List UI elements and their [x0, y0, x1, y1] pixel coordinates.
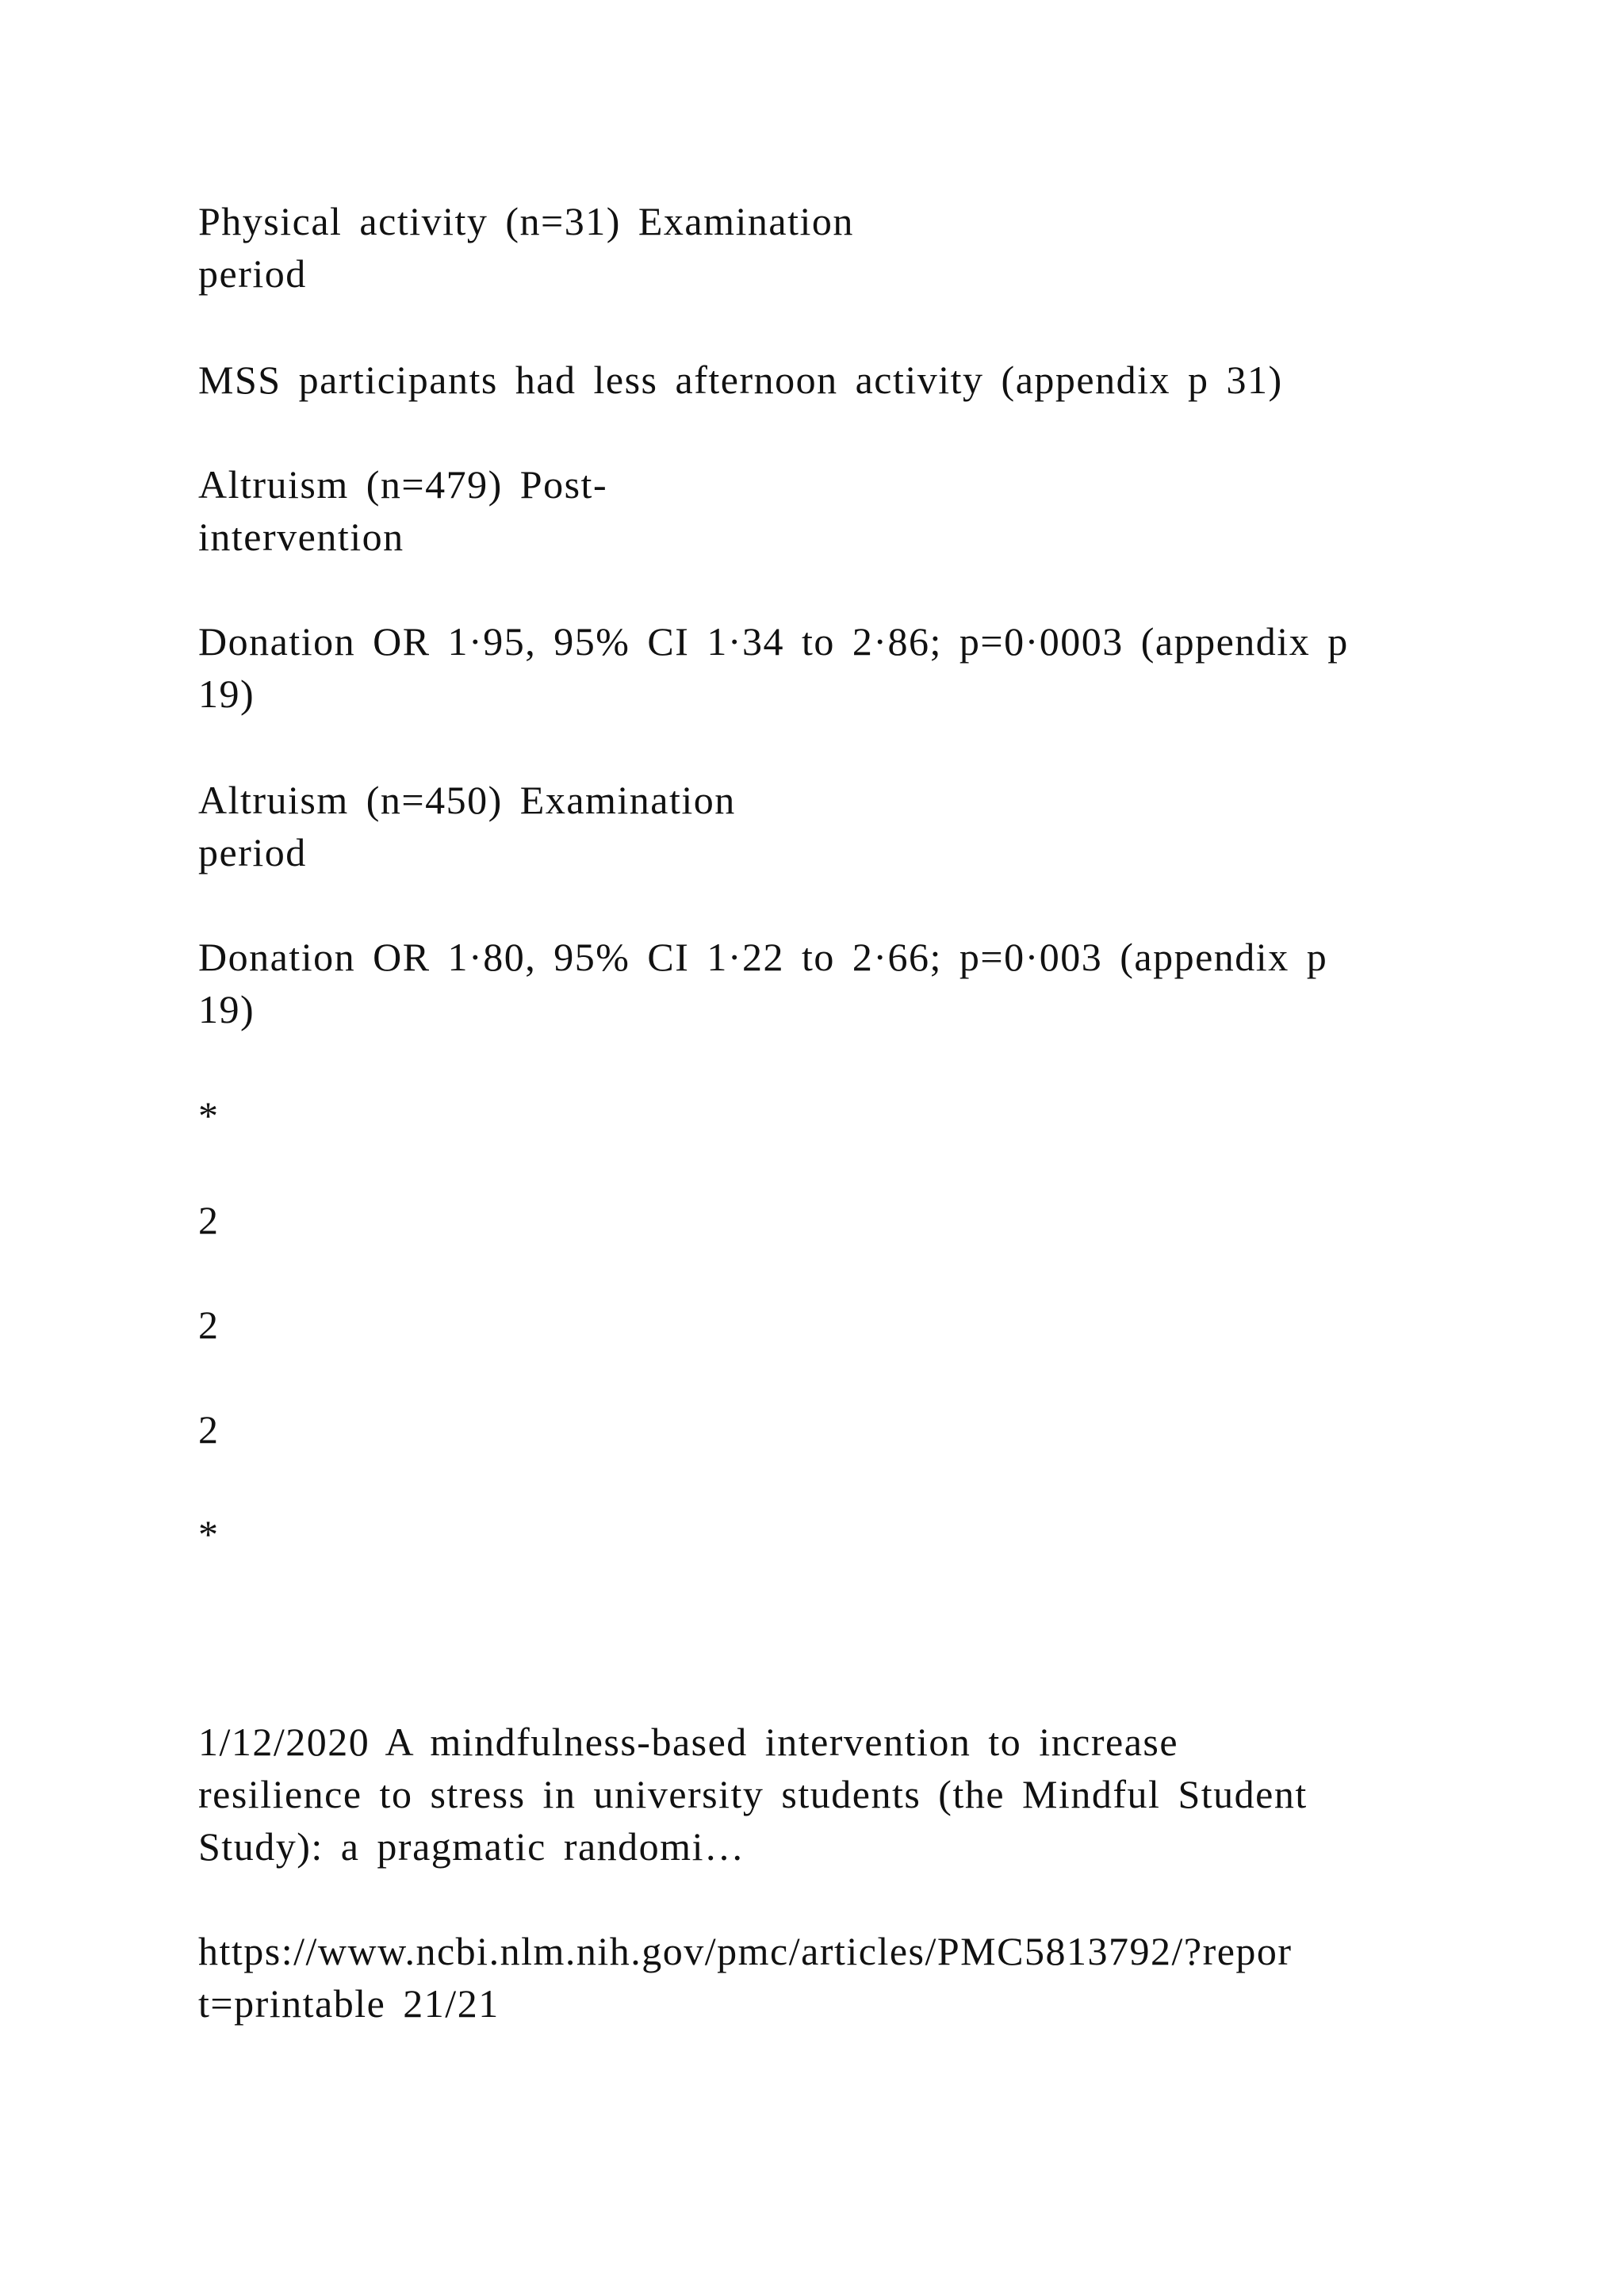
- text-line: Physical activity (n=31) Examination: [198, 199, 854, 243]
- paragraph-donation-post-intervention: [198, 615, 1435, 720]
- text-line: https://www.ncbi.nlm.nih.gov/pmc/articles/PMC5813792/?repor: [198, 1929, 1293, 1973]
- footnote-number: [198, 1194, 1435, 1246]
- paragraph-altruism-examination: [198, 774, 1435, 878]
- text-line: Study): a pragmatic randomi…: [198, 1824, 745, 1869]
- text-line: 19): [198, 672, 255, 716]
- text-line: 19): [198, 987, 255, 1031]
- text-line: 1/12/2020 A mindfulness-based intervention to increase: [198, 1720, 1179, 1764]
- print-footer-url: [198, 1925, 1435, 2030]
- text-line: 2: [198, 1303, 220, 1347]
- footnote-number: [198, 1299, 1435, 1351]
- text-line: t=printable 21/21: [198, 1981, 500, 2026]
- paragraph-physical-activity: [198, 195, 1435, 300]
- print-header-title: [198, 1716, 1435, 1873]
- text-line: Donation OR 1·95, 95% CI 1·34 to 2·86; p=0·0003 (appendix p: [198, 619, 1349, 664]
- text-line: resilience to stress in university students (the Mindful Student: [198, 1772, 1308, 1816]
- paragraph-mss-afternoon-activity: [198, 354, 1435, 406]
- footnote-number: [198, 1403, 1435, 1456]
- text-line: Donation OR 1·80, 95% CI 1·22 to 2·66; p=0·003 (appendix p: [198, 935, 1328, 979]
- footnote-marker: [198, 1508, 1435, 1560]
- text-line: MSS participants had less afternoon activity (appendix p 31): [198, 358, 1283, 402]
- text-line: 2: [198, 1407, 220, 1452]
- text-line: period: [198, 251, 307, 296]
- text-line: intervention: [198, 515, 404, 559]
- text-line: Altruism (n=479) Post-: [198, 462, 608, 507]
- text-line: 2: [198, 1198, 220, 1242]
- paragraph-altruism-post-intervention: [198, 458, 1435, 563]
- text-line: *: [198, 1093, 220, 1138]
- footnote-marker: [198, 1089, 1435, 1142]
- paragraph-donation-examination: [198, 931, 1435, 1035]
- text-line: Altruism (n=450) Examination: [198, 778, 736, 822]
- text-line: *: [198, 1512, 220, 1556]
- text-line: period: [198, 830, 307, 874]
